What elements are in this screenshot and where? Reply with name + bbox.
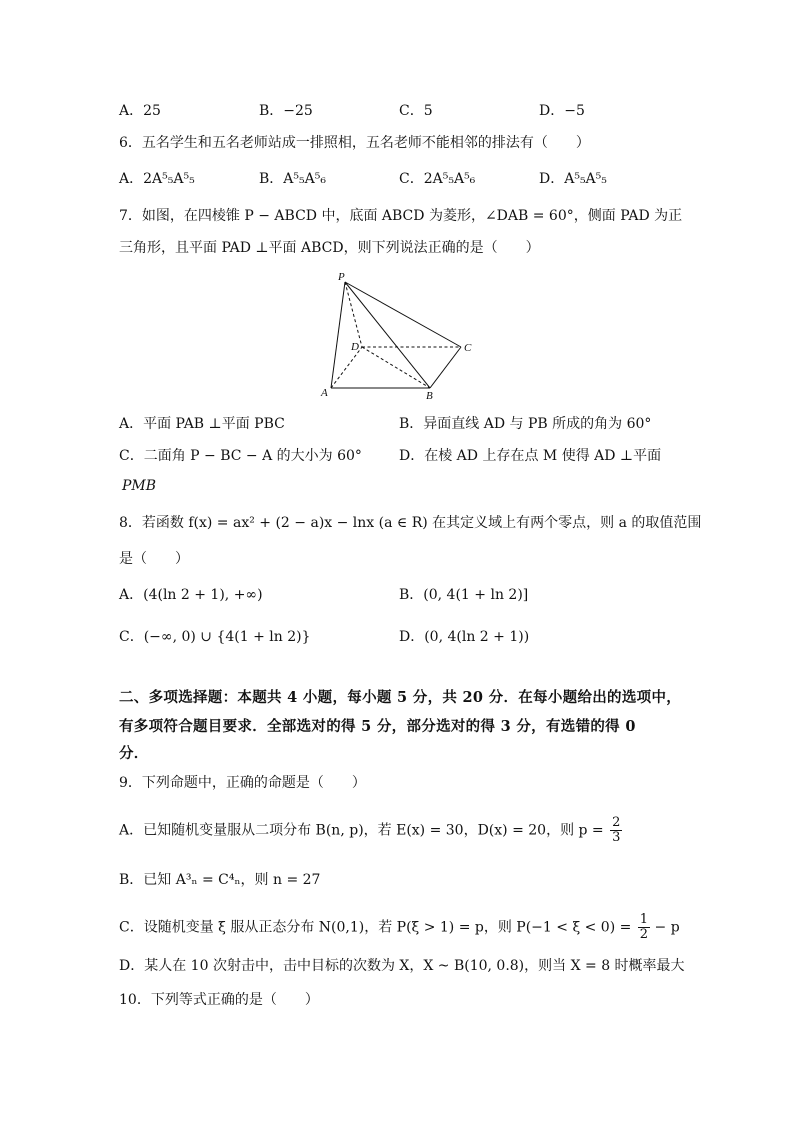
q9-stem: 9．下列命题中，正确的命题是（ ） xyxy=(119,775,366,791)
q9-option-a-text: A．已知随机变量服从二项分布 B(n, p)，若 E(x) = 30，D(x) = 20，则 p = xyxy=(119,822,604,839)
section2-line2: 有多项符合题目要求．全部选对的得 5 分，部分选对的得 3 分，有选错的得 0 xyxy=(119,718,636,735)
q9-option-c-frac-num: 1 xyxy=(639,912,649,927)
q5-option-a: A．25 xyxy=(119,103,161,119)
edge-pd-hidden xyxy=(345,282,362,347)
label-d: D xyxy=(351,341,359,353)
edge-db-hidden xyxy=(362,347,430,388)
q8-stem-line1: 8．若函数 f(x) = ax² + (2 − a)x − lnx (a ∈ R) 在其定义域上有两个零点，则 a 的取值范围 xyxy=(119,515,702,531)
q9-option-d: D．某人在 10 次射击中，击中目标的次数为 X，X ~ B(10, 0.8)，则当 X = 8 时概率最大 xyxy=(119,958,685,974)
q8-option-a: A．(4(ln 2 + 1), +∞) xyxy=(119,587,263,603)
q7-option-d-cont: PMB xyxy=(122,478,157,494)
label-a: A xyxy=(321,387,328,399)
q9-option-c-text: C．设随机变量 ξ 服从正态分布 N(0,1)，若 P(ξ > 1) = p，则 P(−1 < ξ < 0) = xyxy=(119,919,632,936)
edge-bc xyxy=(430,347,461,388)
section2-line3: 分． xyxy=(119,745,149,762)
q6-option-b: B．A⁵₅A⁵₆ xyxy=(259,171,326,187)
q6-stem: 6．五名学生和五名老师站成一排照相，五名老师不能相邻的排法有（ ） xyxy=(119,135,590,151)
q9-option-a xyxy=(119,816,622,845)
q7-stem-line1: 7．如图，在四棱锥 P − ABCD 中，底面 ABCD 为菱形，∠DAB = 60°，侧面 PAD 为正 xyxy=(119,208,683,224)
pyramid-figure xyxy=(318,268,478,404)
q7-stem-line2: 三角形，且平面 PAD ⊥平面 ABCD，则下列说法正确的是（ ） xyxy=(119,240,540,256)
label-b: B xyxy=(426,390,433,402)
q8-option-d: D．(0, 4(ln 2 + 1)) xyxy=(399,629,530,645)
label-c: C xyxy=(464,342,472,354)
q6-option-a: A．2A⁵₅A⁵₅ xyxy=(119,171,195,187)
q7-option-c: C．二面角 P − BC − A 的大小为 60° xyxy=(119,448,362,464)
q9-option-a-fraction xyxy=(610,816,622,845)
q5-option-d: D．−5 xyxy=(539,103,585,119)
edge-pb xyxy=(345,282,430,388)
q8-option-c: C．(−∞, 0) ∪ {4(1 + ln 2)} xyxy=(119,629,311,645)
q8-option-b: B．(0, 4(1 + ln 2)] xyxy=(399,587,529,603)
q9-option-c xyxy=(119,913,680,942)
label-p: P xyxy=(338,271,345,283)
q5-option-c: C．5 xyxy=(399,103,433,119)
q6-option-c: C．2A⁵₅A⁵₆ xyxy=(399,171,476,187)
q9-option-a-frac-den: 3 xyxy=(612,830,621,845)
q10-stem: 10．下列等式正确的是（ ） xyxy=(119,992,319,1008)
q9-option-a-frac-num: 2 xyxy=(612,815,621,830)
q7-option-d: D．在棱 AD 上存在点 M 使得 AD ⊥平面 xyxy=(399,448,662,464)
q9-option-b: B．已知 A³ₙ = C⁴ₙ，则 n = 27 xyxy=(119,872,321,888)
edge-pa xyxy=(331,282,345,388)
q9-option-c-fraction xyxy=(638,913,650,942)
q7-option-a: A．平面 PAB ⊥平面 PBC xyxy=(119,416,285,432)
q6-option-d: D．A⁵₅A⁵₅ xyxy=(539,171,607,187)
q7-option-b: B．异面直线 AD 与 PB 所成的角为 60° xyxy=(399,416,652,432)
section2-line1: 二、多项选择题：本题共 4 小题，每小题 5 分，共 20 分．在每小题给出的选项中， xyxy=(119,689,682,706)
edge-pc xyxy=(345,282,461,347)
q5-option-b: B．−25 xyxy=(259,103,313,119)
q9-option-c-tail: − p xyxy=(654,919,680,936)
q9-option-c-frac-den: 2 xyxy=(639,927,649,942)
q8-stem-line2: 是（ ） xyxy=(119,551,189,567)
